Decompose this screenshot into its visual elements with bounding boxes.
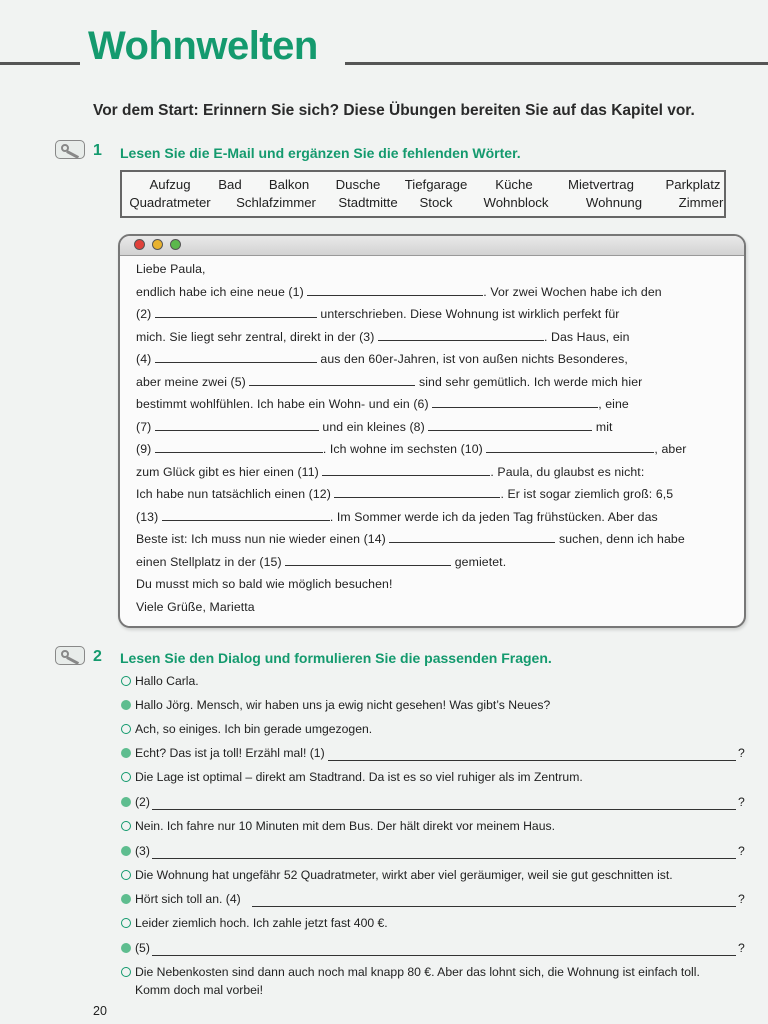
filled-circle-icon [121,748,131,758]
dialog-line: Die Nebenkosten sind dann auch noch mal knapp 80 €. Aber das lohnt sich, die Wohnung ist einfach toll. [121,965,700,979]
email-line: Viele Grüße, Marietta [136,600,255,614]
answer-gap[interactable] [155,307,317,318]
filled-circle-icon [121,700,131,710]
email-line: mich. Sie liegt sehr zentral, direkt in der (3) . Das Haus, ein [136,330,630,344]
dialog-line: Hallo Carla. [121,674,199,688]
task-number: 1 [93,142,102,159]
filled-circle-icon [121,797,131,807]
answer-gap[interactable] [155,442,323,453]
email-line: (4) aus den 60er-Jahren, ist von außen nichts Besonderes, [136,352,628,366]
dialog-line: Nein. Ich fahre nur 10 Minuten mit dem Bus. Der hält direkt vor meinem Haus. [121,819,555,833]
open-circle-icon [121,676,131,686]
filled-circle-icon [121,894,131,904]
answer-line[interactable] [152,809,736,810]
answer-gap[interactable] [162,510,330,521]
title-rule-left [0,62,80,65]
answer-gap[interactable] [428,420,592,431]
word-bank-item: Stock [419,195,453,210]
word-bank-item: Quadratmeter [129,195,211,210]
email-line: (13) . Im Sommer werde ich da jeden Tag frühstücken. Aber das [136,510,658,524]
answer-line[interactable] [152,858,736,859]
dialog-line: Hallo Jörg. Mensch, wir haben uns ja ewig nicht gesehen! Was gibt’s Neues? [121,698,550,712]
zoom-dot-icon [170,239,181,250]
dialog-line-continuation: Komm doch mal vorbei! [135,983,264,997]
dialog-line: (2) [121,795,150,809]
dialog-line: (5) [121,941,150,955]
close-dot-icon [134,239,145,250]
answer-gap[interactable] [378,330,544,341]
open-circle-icon [121,772,131,782]
intro-text: Vor dem Start: Erinnern Sie sich? Diese Übungen bereiten Sie auf das Kapitel vor. [93,102,695,119]
email-line: Beste ist: Ich muss nun nie wieder einen (14) suchen, denn ich habe [136,532,685,546]
email-line: zum Glück gibt es hier einen (11) . Paula, du glaubst es nicht: [136,465,645,479]
word-bank-item: Dusche [335,177,381,192]
word-bank-item: Stadtmitte [338,195,398,210]
task-number: 2 [93,648,102,665]
word-bank-item: Küche [495,177,533,192]
word-bank-item: Tiefgarage [404,177,468,192]
dialog-line: Echt? Das ist ja toll! Erzähl mal! (1) [121,746,325,760]
page-number: 20 [93,1004,107,1018]
answer-gap[interactable] [155,420,319,431]
answer-gap[interactable] [155,352,317,363]
word-bank [120,170,726,218]
answer-gap[interactable] [389,532,555,543]
minimize-dot-icon [152,239,163,250]
answer-gap[interactable] [334,487,500,498]
dialog-line: (3) [121,844,150,858]
task-instruction: Lesen Sie die E-Mail und ergänzen Sie die fehlenden Wörter. [120,145,521,161]
title-rule-right [345,62,768,65]
dialog-line: Die Wohnung hat ungefähr 52 Quadratmeter, wirkt aber viel geräumiger, weil sie gut geschnitten ist. [121,868,673,882]
word-bank-item: Schlafzimmer [236,195,316,210]
word-bank-item: Wohnblock [483,195,549,210]
filled-circle-icon [121,943,131,953]
answer-line[interactable] [328,760,736,761]
dialog-line: Leider ziemlich hoch. Ich zahle jetzt fast 400 €. [121,916,388,930]
email-line: einen Stellplatz in der (15) gemietet. [136,555,507,569]
email-line: (7) und ein kleines (8) mit [136,420,613,434]
word-bank-item: Wohnung [585,195,643,210]
word-bank-item: Aufzug [149,177,191,192]
key-icon [55,646,85,665]
word-bank-item: Balkon [268,177,310,192]
answer-line[interactable] [252,906,736,907]
question-mark: ? [738,941,745,955]
answer-gap[interactable] [432,397,598,408]
answer-line[interactable] [152,955,736,956]
question-mark: ? [738,892,745,906]
answer-gap[interactable] [249,375,415,386]
word-bank-item: Parkplatz [665,177,721,192]
email-line: aber meine zwei (5) sind sehr gemütlich. Ich werde mich hier [136,375,643,389]
email-title-bar [120,236,744,256]
open-circle-icon [121,724,131,734]
email-line: (2) unterschrieben. Diese Wohnung ist wirklich perfekt für [136,307,620,321]
filled-circle-icon [121,846,131,856]
dialog-line: Hört sich toll an. (4) [121,892,241,906]
email-line: Ich habe nun tatsächlich einen (12) . Er ist sogar ziemlich groß: 6,5 [136,487,674,501]
dialog-line: Ach, so einiges. Ich bin gerade umgezogen. [121,722,372,736]
word-bank-item: Zimmer [678,195,724,210]
task-instruction: Lesen Sie den Dialog und formulieren Sie die passenden Fragen. [120,650,552,666]
open-circle-icon [121,821,131,831]
question-mark: ? [738,746,745,760]
email-line: endlich habe ich eine neue (1) . Vor zwei Wochen habe ich den [136,285,662,299]
answer-gap[interactable] [285,555,451,566]
email-line: bestimmt wohlfühlen. Ich habe ein Wohn- und ein (6) , eine [136,397,629,411]
dialog-line: Die Lage ist optimal – direkt am Stadtrand. Da ist es so viel ruhiger als im Zentrum. [121,770,583,784]
email-line: Liebe Paula, [136,262,206,276]
word-bank-item: Mietvertrag [568,177,634,192]
email-line: Du musst mich so bald wie möglich besuchen! [136,577,393,591]
word-bank-item: Bad [218,177,242,192]
answer-gap[interactable] [322,465,490,476]
open-circle-icon [121,870,131,880]
answer-gap[interactable] [486,442,654,453]
open-circle-icon [121,967,131,977]
page-title: Wohnwelten [88,24,318,68]
question-mark: ? [738,795,745,809]
open-circle-icon [121,918,131,928]
email-line: (9) . Ich wohne im sechsten (10) , aber [136,442,687,456]
key-icon [55,140,85,159]
question-mark: ? [738,844,745,858]
answer-gap[interactable] [307,285,483,296]
